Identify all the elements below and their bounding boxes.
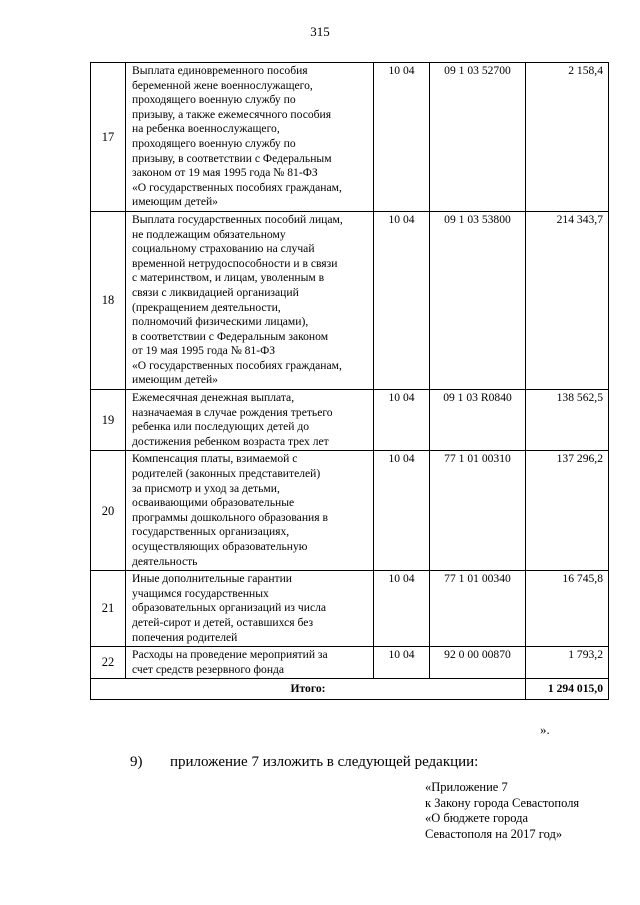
- row-description: Расходы на проведение мероприятий за счет средств резервного фонда: [126, 647, 374, 679]
- item-number: 9): [130, 754, 143, 770]
- row-section: 10 04: [374, 211, 430, 389]
- row-number: 18: [91, 211, 126, 389]
- table-row: [91, 390, 609, 451]
- table-row: [91, 211, 609, 389]
- row-description: Выплата единовременного пособия беременной жене военнослужащего, проходящего военную службу по призыву, а также ежемесячного пособия на ребенка военнослужащего, проходящего военную службу по призыву, в соответствии с Федеральным законом от 19 мая 1995 года № 81-ФЗ «О государственных пособиях гражданам, имеющим детей»: [126, 63, 374, 212]
- row-amount: 2 158,4: [526, 63, 609, 212]
- row-article: 09 1 03 53800: [430, 211, 526, 389]
- row-article: 92 0 00 00870: [430, 647, 526, 679]
- page-number: 315: [310, 24, 330, 39]
- item-text: приложение 7 изложить в следующей редакции:: [170, 754, 479, 770]
- amendment-item: [130, 754, 478, 771]
- row-article: 09 1 03 R0840: [430, 390, 526, 451]
- row-article: 77 1 01 00310: [430, 451, 526, 571]
- table-row: [91, 451, 609, 571]
- row-amount: 138 562,5: [526, 390, 609, 451]
- row-amount: 1 793,2: [526, 647, 609, 679]
- row-section: 10 04: [374, 63, 430, 212]
- row-section: 10 04: [374, 647, 430, 679]
- row-number: 22: [91, 647, 126, 679]
- budget-table: [90, 62, 609, 700]
- row-number: 20: [91, 451, 126, 571]
- annex-reference: «Приложение 7 к Закону города Севастополя «О бюджете города Севастополя на 2017 год»: [425, 780, 580, 841]
- row-section: 10 04: [374, 390, 430, 451]
- table-row: [91, 647, 609, 679]
- table-row: [91, 63, 609, 212]
- table-row: [91, 571, 609, 647]
- closing-quote: ».: [540, 722, 550, 737]
- row-number: 19: [91, 390, 126, 451]
- row-number: 17: [91, 63, 126, 212]
- row-number: 21: [91, 571, 126, 647]
- total-label: Итого:: [91, 679, 526, 700]
- row-description: Ежемесячная денежная выплата, назначаемая в случае рождения третьего ребенка или последующих детей до достижения ребенком возраста трех лет: [126, 390, 374, 451]
- row-amount: 214 343,7: [526, 211, 609, 389]
- row-section: 10 04: [374, 451, 430, 571]
- row-article: 09 1 03 52700: [430, 63, 526, 212]
- row-article: 77 1 01 00340: [430, 571, 526, 647]
- row-section: 10 04: [374, 571, 430, 647]
- row-description: Выплата государственных пособий лицам, не подлежащим обязательному социальному страхованию на случай временной нетрудоспособности и в связи с материнством, и лицам, уволенным в связи с ликвидацией организаций (прекращением деятельности, полномочий физическими лицами), в соответствии с Федеральным законом от 19 мая 1995 года № 81-ФЗ «О государственных пособиях гражданам, имеющим детей»: [126, 211, 374, 389]
- total-amount: 1 294 015,0: [526, 679, 609, 700]
- total-row: [91, 679, 609, 700]
- row-amount: 137 296,2: [526, 451, 609, 571]
- row-description: Компенсация платы, взимаемой с родителей (законных представителей) за присмотр и уход за детьми, осваивающими образовательные программы дошкольного образования в государственных организациях, осуществляющих образовательную деятельность: [126, 451, 374, 571]
- row-amount: 16 745,8: [526, 571, 609, 647]
- row-description: Иные дополнительные гарантии учащимся государственных образовательных организаций из числа детей-сирот и детей, оставшихся без попечения родителей: [126, 571, 374, 647]
